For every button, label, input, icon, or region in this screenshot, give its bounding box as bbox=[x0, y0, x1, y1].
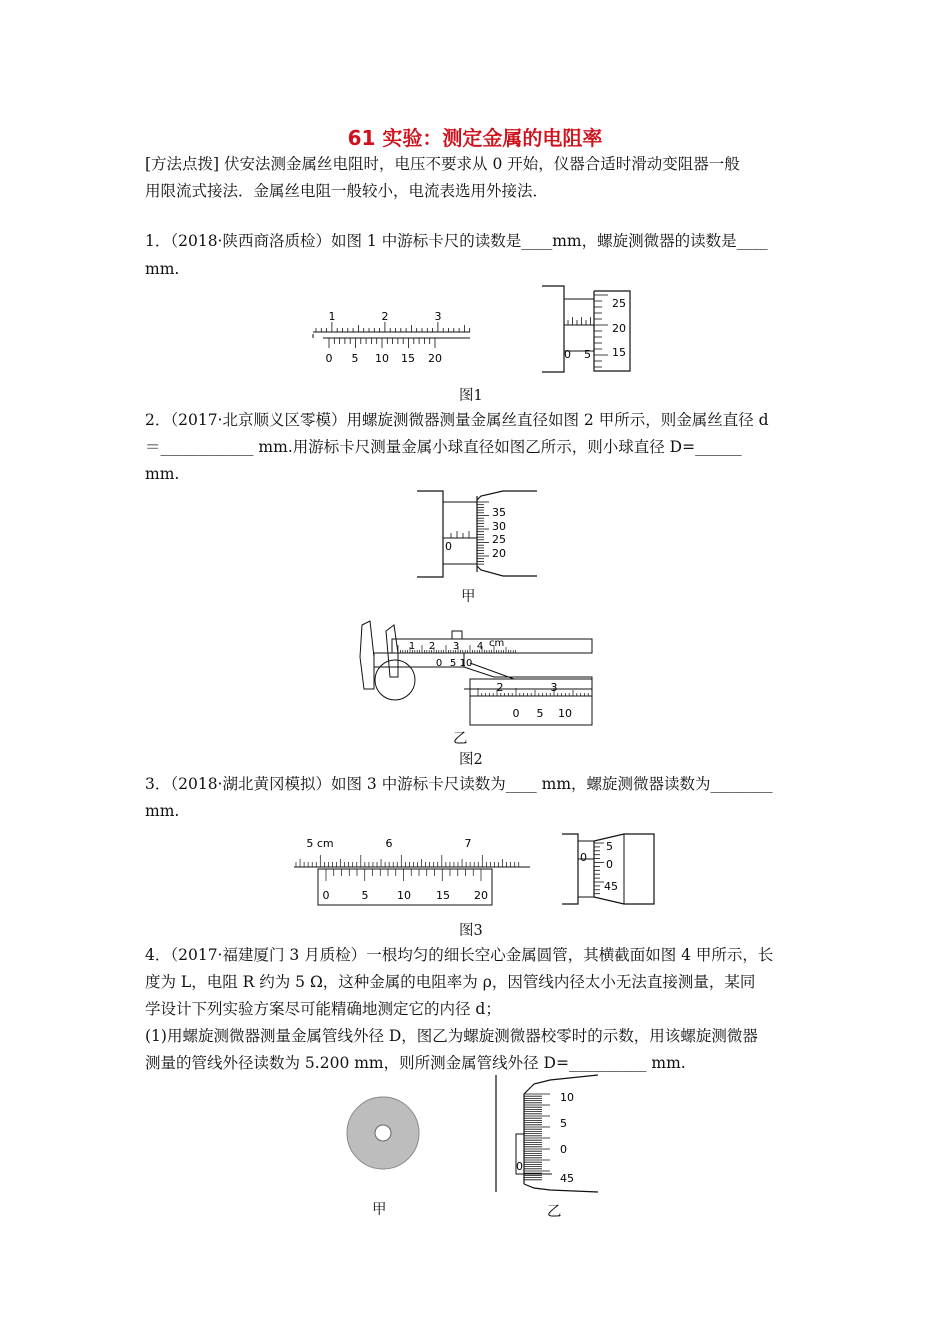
q3-vernier-0: 0 bbox=[322, 889, 330, 902]
q1-thimble-25: 25 bbox=[612, 297, 626, 310]
q1-line-2: mm. bbox=[145, 260, 180, 278]
q1-vernier-label-0: 0 bbox=[325, 352, 333, 365]
q1-thimble-15: 15 bbox=[612, 346, 626, 359]
q3-line-2: mm. bbox=[145, 802, 180, 820]
q1-caliper-vernier-ticks bbox=[329, 338, 435, 348]
q3-vernier-20: 20 bbox=[474, 889, 488, 902]
q2-thimble-30: 30 bbox=[492, 520, 506, 533]
method-line-2: 用限流式接法．金属丝电阻一般较小，电流表选用外接法． bbox=[145, 182, 549, 200]
q4-thimble-45: 45 bbox=[560, 1172, 574, 1185]
q1-vernier-caliper bbox=[305, 300, 480, 370]
q3-micrometer bbox=[558, 831, 660, 907]
q2-caliper-vernier-5: 5 bbox=[449, 658, 457, 669]
q1-thimble-20: 20 bbox=[612, 322, 626, 335]
q4-line-3: 学设计下列实验方案尽可能精确地测定它的内径 d； bbox=[145, 1000, 501, 1018]
q3-main-6: 6 bbox=[385, 837, 393, 850]
q3-thimble-5: 5 bbox=[606, 840, 613, 853]
q2-zoom-vernier-5: 5 bbox=[536, 707, 544, 720]
q2-line-2: ＝____________ mm.用游标卡尺测量金属小球直径如图乙所示，则小球直径 D=______ bbox=[145, 438, 742, 456]
page-title: 61 实验：测定金属的电阻率 bbox=[347, 126, 603, 150]
q2-zoom-vernier-0: 0 bbox=[512, 707, 520, 720]
q4-thimble-5: 5 bbox=[560, 1117, 567, 1130]
q2-caliper-main-1: 1 bbox=[408, 641, 416, 652]
q3-main-5cm: 5 cm bbox=[306, 837, 334, 850]
q1-main-label-1: 1 bbox=[328, 310, 336, 323]
q2-caliper-main-3: 3 bbox=[452, 641, 460, 652]
q1-line-1: 1．（2018·陕西商洛质检）如图 1 中游标卡尺的读数是____mm，螺旋测微器的读数是____ bbox=[145, 232, 768, 250]
q4-thimble-0: 0 bbox=[560, 1143, 567, 1156]
q3-main-7: 7 bbox=[464, 837, 472, 850]
q2-caliper-unit: cm bbox=[489, 638, 505, 649]
q2-figure-caption: 图2 bbox=[459, 752, 483, 768]
q2-caliper-main-4: 4 bbox=[476, 641, 484, 652]
q3-line-1: 3．（2018·湖北黄冈模拟）如图 3 中游标卡尺读数为____ mm，螺旋测微器读数为________ bbox=[145, 775, 773, 793]
q1-sleeve-5: 5 bbox=[584, 348, 591, 361]
q2-line-1: 2．（2017·北京顺义区零模）用螺旋测微器测量金属丝直径如图 2 甲所示，则金属丝直径 d bbox=[145, 411, 769, 429]
q4-sleeve-0: 0 bbox=[516, 1160, 523, 1173]
q1-vernier-label-5: 5 bbox=[351, 352, 359, 365]
q1-figure-caption: 图1 bbox=[459, 388, 483, 404]
q4-thimble-10: 10 bbox=[560, 1091, 574, 1104]
q1-main-label-3: 3 bbox=[434, 310, 442, 323]
q2-thimble-20: 20 bbox=[492, 547, 506, 560]
q2-thimble-25: 25 bbox=[492, 533, 506, 546]
q3-vernier-15: 15 bbox=[436, 889, 450, 902]
q2-label-b: 乙 bbox=[453, 731, 468, 747]
q4-line-2: 度为 L，电阻 R 约为 5 Ω，这种金属的电阻率为 ρ，因管线内径太小无法直接测量，某同 bbox=[145, 973, 756, 991]
q1-vernier-label-15: 15 bbox=[401, 352, 415, 365]
q3-sleeve-0: 0 bbox=[580, 851, 587, 864]
q4-tube-cross-section bbox=[345, 1095, 421, 1171]
q2-micrometer bbox=[413, 488, 541, 580]
q3-thimble-45: 45 bbox=[604, 880, 618, 893]
q1-vernier-label-20: 20 bbox=[428, 352, 442, 365]
q1-micrometer bbox=[538, 283, 638, 375]
q1-vernier-label-10: 10 bbox=[375, 352, 389, 365]
q3-thimble-0: 0 bbox=[606, 858, 613, 871]
q3-vernier-caliper bbox=[290, 831, 535, 909]
q3-vernier-5: 5 bbox=[361, 889, 369, 902]
q2-thimble-35: 35 bbox=[492, 506, 506, 519]
q4-label-a: 甲 bbox=[372, 1202, 387, 1218]
q1-main-label-2: 2 bbox=[381, 310, 389, 323]
q4-line-5: 测量的管线外径读数为 5.200 mm，则所测金属管线外径 D=__________ mm. bbox=[145, 1054, 686, 1072]
q2-sleeve-0: 0 bbox=[445, 540, 452, 553]
q4-label-b: 乙 bbox=[547, 1204, 562, 1220]
q2-zoom-vernier-10: 10 bbox=[558, 707, 572, 720]
q2-zoom-main-2: 2 bbox=[496, 681, 504, 694]
q2-caliper-main-2: 2 bbox=[428, 641, 436, 652]
q2-zoom-main-3: 3 bbox=[550, 681, 558, 694]
q1-sleeve-0: 0 bbox=[564, 348, 571, 361]
q2-line-3: mm. bbox=[145, 465, 180, 483]
q2-caliper-vernier-10: 10 bbox=[459, 658, 473, 669]
q3-figure-caption: 图3 bbox=[459, 923, 483, 939]
q2-caliper-vernier-0: 0 bbox=[435, 658, 443, 669]
method-line-1: [方法点拨] 伏安法测金属丝电阻时，电压不要求从 0 开始，仪器合适时滑动变阻器一般 bbox=[145, 155, 740, 173]
q1-caliper-main-ticks bbox=[316, 322, 470, 332]
q3-vernier-10: 10 bbox=[397, 889, 411, 902]
q2-vernier-caliper bbox=[352, 617, 597, 727]
q2-label-a: 甲 bbox=[461, 589, 476, 605]
q4-micrometer bbox=[492, 1072, 604, 1194]
q4-line-4: (1)用螺旋测微器测量金属管线外径 D，图乙为螺旋测微器校零时的示数，用该螺旋测微器 bbox=[145, 1027, 758, 1045]
q4-line-1: 4．（2017·福建厦门 3 月质检）一根均匀的细长空心金属圆管，其横截面如图 4 甲所示，长 bbox=[145, 946, 774, 964]
